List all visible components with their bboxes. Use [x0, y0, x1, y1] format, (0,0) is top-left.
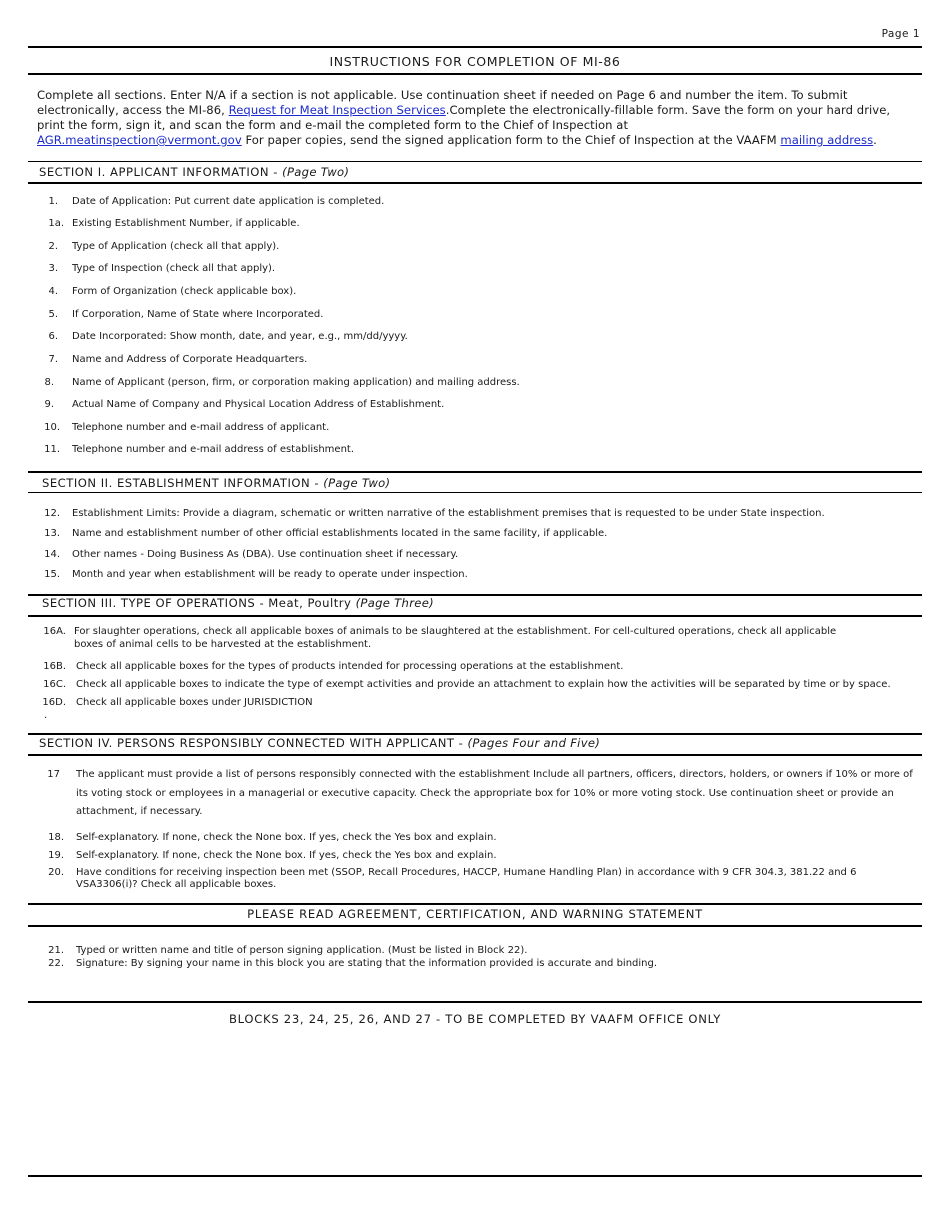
item-text: Name and establishment number of other official establishments located in the same facility, if applicable.: [72, 528, 608, 539]
item-number: 19.: [48, 850, 64, 861]
item-number: 6.: [48, 331, 58, 342]
item-number: 11.: [44, 444, 60, 455]
item-text: If Corporation, Name of State where Incorporated.: [72, 309, 324, 320]
item-number: 16B.: [43, 661, 66, 672]
item-text: Date of Application: Put current date application is completed.: [72, 196, 385, 207]
divider: [28, 492, 922, 493]
item-number: 10.: [44, 422, 60, 433]
page-title: INSTRUCTIONS FOR COMPLETION OF MI-86: [329, 54, 621, 69]
item-number: 1.: [48, 196, 58, 207]
item-number: 4.: [48, 286, 58, 297]
item-text: Self-explanatory. If none, check the None box. If yes, check the Yes box and explain.: [76, 850, 497, 861]
mailing-address-link[interactable]: mailing address: [780, 133, 874, 147]
item-text: Have conditions for receiving inspection been met (SSOP, Recall Procedures, HACCP, Humane Handling Plan) in accordance with 9 CFR 304.3, 381.22 and 6 VSA3306(i)? Check all applicable boxes.: [76, 867, 857, 890]
item-number: 20.: [48, 867, 64, 878]
agreement-heading: PLEASE READ AGREEMENT, CERTIFICATION, AND WARNING STATEMENT: [247, 907, 703, 921]
divider: [28, 1175, 922, 1177]
section-1-pages: (Page Two): [282, 165, 350, 179]
section-4-label: SECTION IV. PERSONS RESPONSIBLY CONNECTED WITH APPLICANT -: [39, 736, 468, 750]
section-2-label: SECTION II. ESTABLISHMENT INFORMATION -: [42, 476, 324, 490]
divider: [28, 925, 922, 927]
section-1-heading: [39, 165, 349, 179]
divider: [28, 733, 922, 735]
section-4-pages: (Pages Four and Five): [467, 736, 601, 750]
intro-text: Complete all sections. Enter N/A if a section is not applicable. Use continuation sheet if needed on Page 6 and number the item. To submit electronically, access the MI-86,: [37, 88, 848, 117]
item-text: Check all applicable boxes to indicate the type of exempt activities and provide an attachment to explain how the activities will be separated by time or by space.: [76, 679, 891, 690]
section-3-heading: [42, 596, 434, 610]
divider: [28, 46, 922, 48]
item-number: 5.: [48, 309, 58, 320]
item-text: The applicant must provide a list of persons responsibly connected with the establishment Include all partners, officers, directors, holders, or owners if 10% or more of its voting stock or employees in a managerial or executive capacity. Check the appropriate box for 10% or more voting stock. Use continuation sheet or provide an attachment, if necessary.: [76, 769, 913, 817]
section-3-pages: (Page Three): [355, 596, 434, 610]
intro-text: .: [873, 133, 877, 147]
item-text: Other names - Doing Business As (DBA). Use continuation sheet if necessary.: [72, 549, 459, 560]
item-number: 2.: [48, 241, 58, 252]
section-2-heading: [42, 476, 390, 490]
item-text: Type of Inspection (check all that apply).: [72, 263, 276, 274]
item-number: 3.: [48, 263, 58, 274]
item-text: Type of Application (check all that apply).: [72, 241, 280, 252]
item-text: Month and year when establishment will be ready to operate under inspection.: [72, 569, 468, 580]
item-number: 16C.: [43, 679, 66, 690]
item-text: Existing Establishment Number, if applicable.: [72, 218, 300, 229]
item-number: 16D.: [42, 697, 66, 708]
item-text: Actual Name of Company and Physical Location Address of Establishment.: [72, 399, 445, 410]
divider: [28, 182, 922, 184]
item-number: 22.: [48, 958, 64, 969]
section-4-heading: [39, 736, 600, 750]
page-number: Page 1: [881, 28, 920, 40]
email-link[interactable]: AGR.meatinspection@vermont.gov: [37, 133, 242, 147]
item-number: 17: [47, 769, 60, 780]
divider: [28, 754, 922, 756]
item-number: 7.: [48, 354, 58, 365]
item-number: 15.: [44, 569, 60, 580]
divider: [28, 471, 922, 473]
section-3-label: SECTION III. TYPE OF OPERATIONS - Meat, Poultry: [42, 596, 356, 610]
divider: [28, 1001, 922, 1003]
item-number: 9.: [44, 399, 54, 410]
item-text: Establishment Limits: Provide a diagram, schematic or written narrative of the establishment premises that is requested to be under State inspection.: [72, 508, 825, 519]
divider: [28, 615, 922, 617]
item-text: Name of Applicant (person, firm, or corporation making application) and mailing address.: [72, 377, 520, 388]
item-text: Typed or written name and title of person signing application. (Must be listed in Block 22).: [76, 945, 528, 956]
item-number: 14.: [44, 549, 60, 560]
divider: [28, 903, 922, 905]
item-text: Form of Organization (check applicable box).: [72, 286, 297, 297]
item-text: Self-explanatory. If none, check the None box. If yes, check the Yes box and explain.: [76, 832, 497, 843]
intro-text: .Complete the electronically-fillable form. Save the form on your hard drive, print the form, sign it, and scan the form and e-mail the completed form to the Chief of Inspection at: [37, 103, 891, 132]
intro-text: For paper copies, send the signed application form to the Chief of Inspection at the VAAFM: [241, 133, 781, 147]
item-text: Telephone number and e-mail address of establishment.: [72, 444, 355, 455]
item-number: 18.: [48, 832, 64, 843]
section-2-pages: (Page Two): [323, 476, 391, 490]
office-only-heading: BLOCKS 23, 24, 25, 26, AND 27 - TO BE COMPLETED BY VAAFM OFFICE ONLY: [229, 1012, 721, 1026]
divider: [28, 73, 922, 75]
item-number: 21.: [48, 945, 64, 956]
item-text: Date Incorporated: Show month, date, and year, e.g., mm/dd/yyyy.: [72, 331, 408, 342]
item-text: Signature: By signing your name in this block you are stating that the information provided is accurate and binding.: [76, 958, 658, 969]
item-number: 8.: [44, 377, 54, 388]
item-text: Telephone number and e-mail address of applicant.: [72, 422, 330, 433]
item-text: Check all applicable boxes under JURISDICTION: [76, 697, 313, 708]
item-number: 1a.: [48, 218, 64, 229]
item-number: 16A.: [43, 626, 66, 637]
section-1-label: SECTION I. APPLICANT INFORMATION -: [39, 165, 283, 179]
request-services-link[interactable]: Request for Meat Inspection Services: [228, 103, 446, 117]
divider: [28, 161, 922, 162]
trailing-mark: .: [44, 710, 48, 721]
intro-paragraph: [37, 88, 907, 148]
item-text: For slaughter operations, check all applicable boxes of animals to be slaughtered at the establishment. For cell-cultured operations, check all applicable boxes of animal cells to be harvested at the establishment.: [74, 626, 837, 650]
item-text: Check all applicable boxes for the types of products intended for processing operations at the establishment.: [76, 661, 624, 672]
item-text: Name and Address of Corporate Headquarters.: [72, 354, 308, 365]
item-number: 13.: [44, 528, 60, 539]
item-number: 12.: [44, 508, 60, 519]
